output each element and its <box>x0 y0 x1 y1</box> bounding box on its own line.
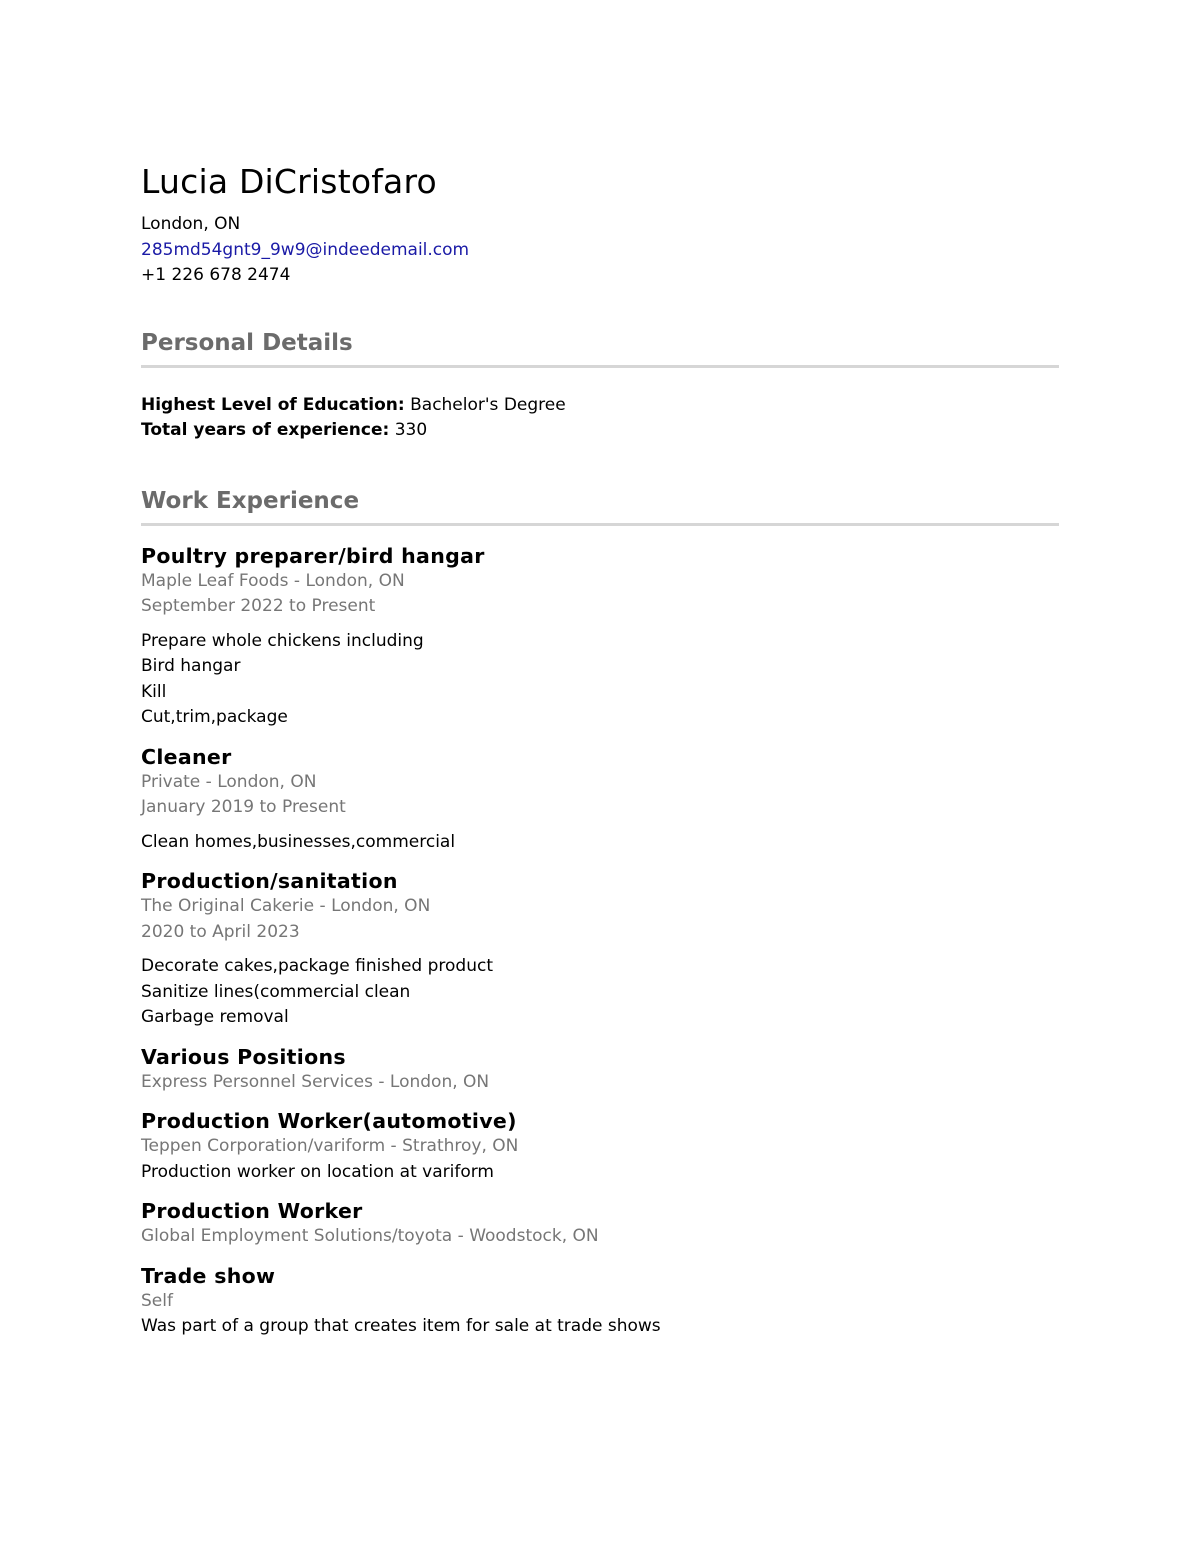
job-description-line: Sanitize lines(commercial clean <box>141 981 411 1002</box>
job-description-line: Prepare whole chickens including <box>141 630 424 651</box>
job-description-line: Production worker on location at variform <box>141 1161 494 1182</box>
job-title: Cleaner <box>141 744 232 769</box>
job-company: Maple Leaf Foods <box>141 570 289 591</box>
job-separator: - <box>288 570 306 591</box>
personal-details-section <box>141 328 1059 444</box>
job-description <box>141 629 1059 731</box>
job-entry <box>141 1108 1059 1185</box>
job-entry <box>141 744 1059 856</box>
job-separator: - <box>452 1226 470 1246</box>
job-company-location <box>141 1224 1059 1250</box>
job-entry <box>141 1044 1059 1096</box>
section-divider <box>141 523 1059 526</box>
job-title: Trade show <box>141 1263 276 1288</box>
job-company-location <box>141 1070 1059 1096</box>
job-entry <box>141 868 1059 1031</box>
job-location: London, ON <box>389 1071 490 1092</box>
job-title: Production/sanitation <box>141 869 398 893</box>
job-dates: September 2022 to Present <box>141 596 376 616</box>
job-separator: - <box>200 771 218 792</box>
job-dates: January 2019 to Present <box>141 797 346 817</box>
job-company-location <box>141 1134 1059 1160</box>
education-row <box>141 393 1059 419</box>
job-title: Production Worker <box>141 1199 363 1223</box>
job-company: Express Personnel Services <box>141 1071 373 1092</box>
job-separator: - <box>314 896 332 916</box>
personal-details-heading: Personal Details <box>141 329 353 356</box>
job-description-line: Decorate cakes,package finished product <box>141 956 494 976</box>
education-label: Highest Level of Education: <box>141 394 405 415</box>
job-list <box>141 543 1059 1340</box>
section-divider <box>141 365 1059 368</box>
job-description-line: Bird hangar <box>141 656 241 676</box>
work-experience-heading: Work Experience <box>141 487 360 514</box>
job-company-location <box>141 569 1059 595</box>
job-entry <box>141 543 1059 731</box>
job-description <box>141 1160 1059 1186</box>
experience-value: 330 <box>394 420 428 440</box>
job-description <box>141 830 1059 856</box>
work-experience-section <box>141 486 1059 1340</box>
job-description <box>141 1314 1059 1340</box>
education-value: Bachelor's Degree <box>410 394 566 415</box>
job-description-line: Cut,trim,package <box>141 707 288 727</box>
candidate-phone: +1 226 678 2474 <box>141 265 291 285</box>
job-company-location <box>141 770 1059 796</box>
job-description-line: Garbage removal <box>141 1007 289 1027</box>
job-location: London, ON <box>331 896 431 916</box>
job-separator: - <box>385 1136 403 1156</box>
job-separator: - <box>372 1071 390 1092</box>
job-title: Poultry preparer/bird hangar <box>141 543 485 568</box>
personal-details-list <box>141 393 1059 444</box>
job-title: Various Positions <box>141 1044 346 1069</box>
job-description-line: Was part of a group that creates item for sale at trade shows <box>141 1316 661 1336</box>
job-description-line: Kill <box>141 681 167 702</box>
job-description-line: Clean homes,businesses,commercial <box>141 831 456 852</box>
job-company: Global Employment Solutions/toyota <box>141 1226 453 1246</box>
experience-row <box>141 418 1059 444</box>
job-location: Woodstock, ON <box>469 1226 599 1246</box>
job-company: The Original Cakerie <box>141 896 315 916</box>
experience-label: Total years of experience: <box>141 420 390 440</box>
candidate-name: Lucia DiCristofaro <box>141 162 437 201</box>
candidate-location: London, ON <box>141 214 241 234</box>
job-entry <box>141 1263 1059 1340</box>
job-company-location <box>141 894 1059 920</box>
job-dates: 2020 to April 2023 <box>141 921 300 942</box>
resume-page <box>141 160 1059 1353</box>
job-location: Strathroy, ON <box>402 1136 519 1156</box>
job-description <box>141 954 1059 1031</box>
job-company: Private <box>141 771 201 792</box>
job-company: Teppen Corporation/variform <box>141 1136 386 1156</box>
job-location: London, ON <box>217 771 317 792</box>
job-entry <box>141 1198 1059 1250</box>
job-company: Self <box>141 1290 173 1311</box>
candidate-email-link[interactable]: 285md54gnt9_9w9@indeedemail.com <box>141 239 470 260</box>
job-title: Production Worker(automotive) <box>141 1109 517 1133</box>
job-location: London, ON <box>305 570 405 591</box>
